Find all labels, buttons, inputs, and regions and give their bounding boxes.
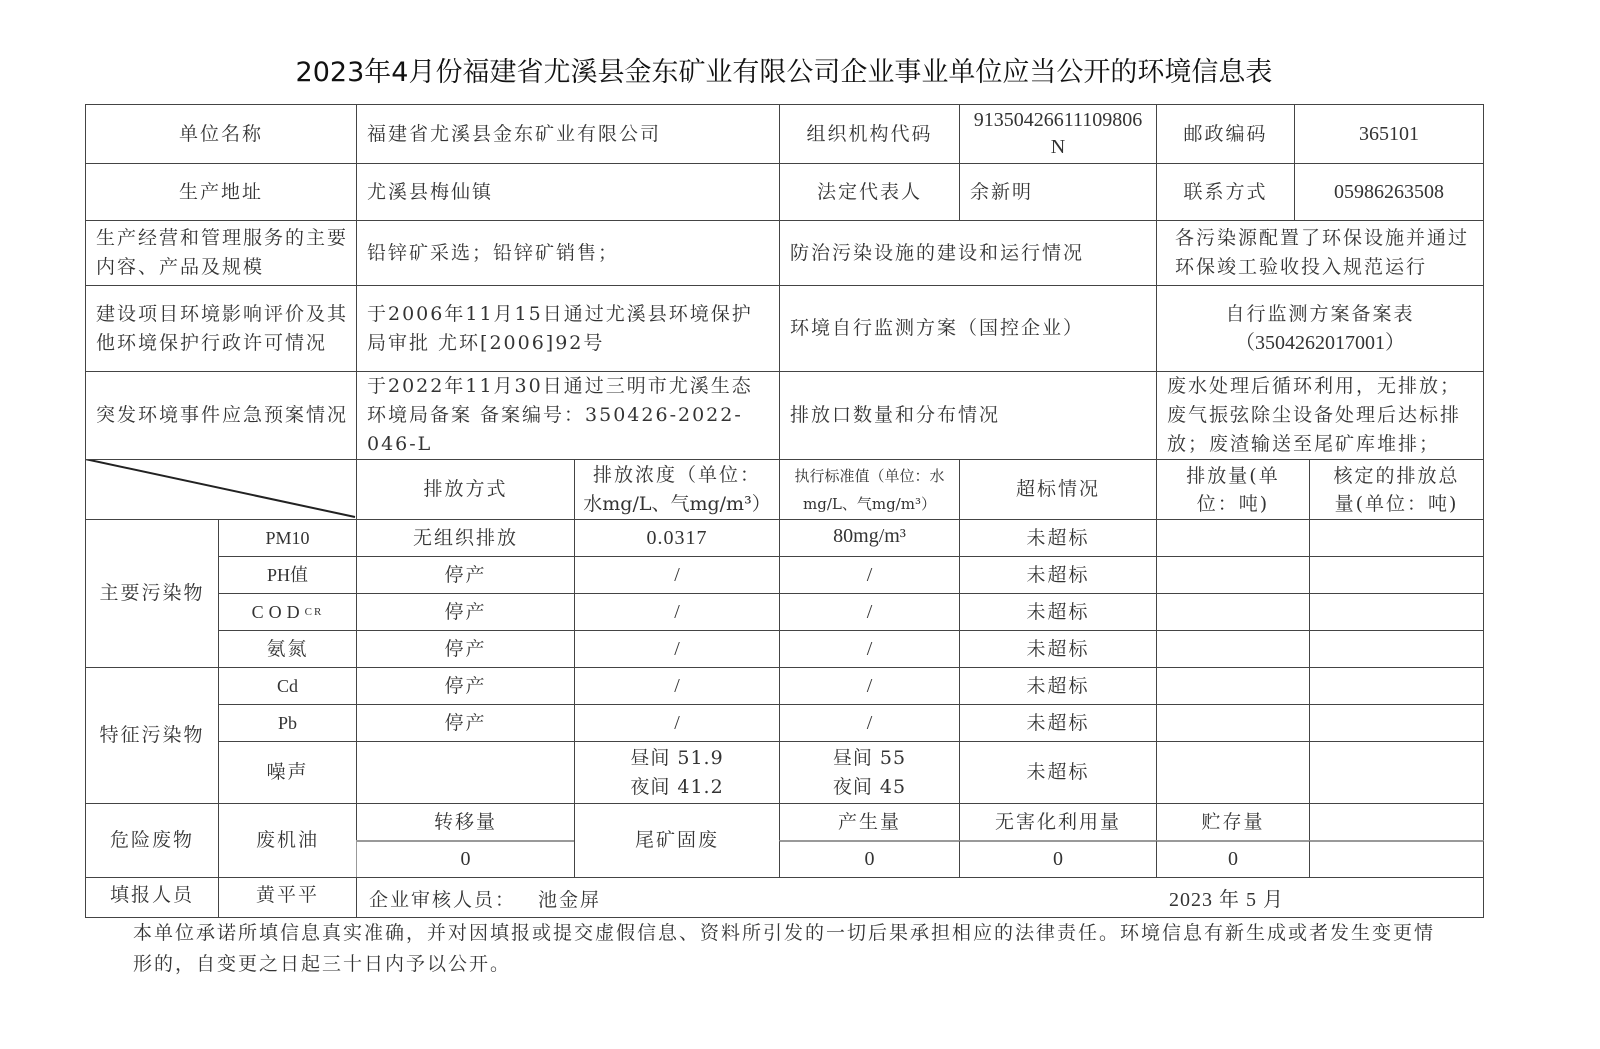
header-concentration <box>574 459 780 520</box>
header-standard-line2: mg/L、气mg/m³） <box>803 494 936 513</box>
header-method: 排放方式 <box>356 459 575 520</box>
header-amount-line2: 位：吨) <box>1196 492 1270 515</box>
pollutant-approved <box>1309 630 1484 668</box>
pollutant-standard: / <box>779 593 960 631</box>
pollutant-name: 噪声 <box>218 741 357 804</box>
diagonal-line <box>85 459 357 520</box>
business-value: 铅锌矿采选；铅锌矿销售； <box>356 220 780 286</box>
monitor-label: 环境自行监测方案（国控企业） <box>779 285 1157 372</box>
storage-value: 0 <box>1156 840 1310 878</box>
hazardous-empty-top <box>1309 803 1484 841</box>
pollutant-standard: / <box>779 556 960 594</box>
pollutant-amount <box>1156 667 1310 705</box>
header-approved-line2: 量(单位：吨) <box>1334 492 1459 515</box>
pollutant-concentration: / <box>574 704 780 742</box>
monitor-value <box>1156 285 1484 372</box>
noise-day-standard: 昼间 55 <box>832 746 907 769</box>
hazardous-label: 危险废物 <box>85 803 219 878</box>
legal-rep-value: 余新明 <box>959 163 1157 221</box>
hazardous-name: 废机油 <box>218 803 357 878</box>
pollutant-exceed: 未超标 <box>959 630 1157 668</box>
group-label-main: 主要污染物 <box>85 519 219 668</box>
pollutant-method: 停产 <box>356 704 575 742</box>
pollutant-approved <box>1309 704 1484 742</box>
filler-value: 黄平平 <box>218 877 357 918</box>
pollutant-concentration: 0.0317 <box>574 519 780 557</box>
pollutant-concentration: / <box>574 630 780 668</box>
produce-label: 产生量 <box>779 803 960 841</box>
reviewer-cell <box>356 877 1484 918</box>
monitor-value-line2: （3504262017001） <box>1235 331 1405 354</box>
pollutant-method: 停产 <box>356 556 575 594</box>
harmless-value: 0 <box>959 840 1157 878</box>
pollutant-method: 无组织排放 <box>356 519 575 557</box>
group-label-characteristic: 特征污染物 <box>85 667 219 804</box>
pollutant-name: Pb <box>218 704 357 742</box>
pollutant-standard: / <box>779 704 960 742</box>
pollutant-amount <box>1156 519 1310 557</box>
pollutant-method <box>356 741 575 804</box>
pollutant-standard: / <box>779 667 960 705</box>
address-value: 尤溪县梅仙镇 <box>356 163 780 221</box>
report-date-value: 2023 年 5 月 <box>1169 889 1284 911</box>
pollutant-exceed: 未超标 <box>959 519 1157 557</box>
outlet-value: 废水处理后循环利用，无排放；废气振弦除尘设备处理后达标排放；废渣输送至尾矿库堆排； <box>1156 371 1484 460</box>
pollutant-approved <box>1309 667 1484 705</box>
header-standard <box>779 459 960 520</box>
pollutant-method: 停产 <box>356 593 575 631</box>
contact-label: 联系方式 <box>1156 163 1295 221</box>
header-amount <box>1156 459 1310 520</box>
header-standard-line1: 执行标准值（单位：水 <box>794 466 945 485</box>
header-approved <box>1309 459 1484 520</box>
page-title: 2023年4月份福建省尤溪县金东矿业有限公司企业事业单位应当公开的环境信息表 <box>295 57 1273 88</box>
unit-name-label: 单位名称 <box>85 104 357 164</box>
hazardous-empty-bottom <box>1309 840 1484 878</box>
legal-rep-label: 法定代表人 <box>779 163 960 221</box>
postal-value: 365101 <box>1294 104 1484 164</box>
pollutant-amount <box>1156 593 1310 631</box>
pollutant-exceed: 未超标 <box>959 741 1157 804</box>
pollutant-exceed: 未超标 <box>959 593 1157 631</box>
org-code-value: 91350426611109806N <box>959 104 1157 164</box>
pollutant-standard: 80mg/m³ <box>779 519 960 557</box>
business-label: 生产经营和管理服务的主要内容、产品及规模 <box>85 220 357 286</box>
facility-value: 各污染源配置了环保设施并通过环保竣工验收投入规范运行 <box>1156 220 1484 286</box>
eia-value: 于2006年11月15日通过尤溪县环境保护局审批 尤环[2006]92号 <box>356 285 780 372</box>
outlet-label: 排放口数量和分布情况 <box>779 371 1157 460</box>
commitment-statement: 本单位承诺所填信息真实准确，并对因填报或提交虚假信息、资料所引发的一切后果承担相应的法律责任。环境信息有新生成或者发生变更情形的，自变更之日起三十日内予以公开。 <box>133 922 1436 975</box>
postal-label: 邮政编码 <box>1156 104 1295 164</box>
pollutant-name <box>218 593 357 631</box>
noise-night-standard: 夜间 45 <box>832 775 907 798</box>
org-code-label: 组织机构代码 <box>779 104 960 164</box>
produce-value: 0 <box>779 840 960 878</box>
header-concentration-line1: 排放浓度（单位： <box>592 463 761 486</box>
pollutant-approved <box>1309 519 1484 557</box>
pollutant-concentration: / <box>574 667 780 705</box>
pollutant-concentration <box>574 741 780 804</box>
harmless-label: 无害化利用量 <box>959 803 1157 841</box>
pollutant-name-main: COD <box>251 601 305 622</box>
transfer-value: 0 <box>356 840 575 878</box>
pollutant-method: 停产 <box>356 630 575 668</box>
pollutant-name-subscript: CR <box>304 605 324 618</box>
noise-night-value: 夜间 41.2 <box>630 775 724 798</box>
emergency-value: 于2022年11月30日通过三明市尤溪生态环境局备案 备案编号：350426-2022-046-L <box>356 371 780 460</box>
header-concentration-line2: 水mg/L、气mg/m³） <box>583 492 771 515</box>
pollutant-amount <box>1156 630 1310 668</box>
header-approved-line1: 核定的排放总 <box>1333 464 1460 487</box>
pollutant-exceed: 未超标 <box>959 556 1157 594</box>
tailing-label: 尾矿固废 <box>574 803 780 878</box>
filler-label: 填报人员 <box>85 877 219 918</box>
storage-label: 贮存量 <box>1156 803 1310 841</box>
pollutant-name: PH值 <box>218 556 357 594</box>
contact-value: 05986263508 <box>1294 163 1484 221</box>
pollutant-standard <box>779 741 960 804</box>
pollutant-exceed: 未超标 <box>959 667 1157 705</box>
reviewer-value: 池金屏 <box>538 889 602 911</box>
pollutant-method: 停产 <box>356 667 575 705</box>
pollutant-standard: / <box>779 630 960 668</box>
transfer-label: 转移量 <box>356 803 575 841</box>
pollutant-approved <box>1309 593 1484 631</box>
pollutant-name: 氨氮 <box>218 630 357 668</box>
header-amount-line1: 排放量(单 <box>1186 464 1280 487</box>
pollutant-approved <box>1309 556 1484 594</box>
diagonal-header-cell <box>85 459 357 520</box>
address-label: 生产地址 <box>85 163 357 221</box>
emergency-label: 突发环境事件应急预案情况 <box>85 371 357 460</box>
pollutant-amount <box>1156 556 1310 594</box>
pollutant-amount <box>1156 741 1310 804</box>
pollutant-name: Cd <box>218 667 357 705</box>
pollutant-amount <box>1156 704 1310 742</box>
pollutant-concentration: / <box>574 593 780 631</box>
pollutant-concentration: / <box>574 556 780 594</box>
pollutant-exceed: 未超标 <box>959 704 1157 742</box>
facility-label: 防治污染设施的建设和运行情况 <box>779 220 1157 286</box>
header-exceed: 超标情况 <box>959 459 1157 520</box>
eia-label: 建设项目环境影响评价及其他环境保护行政许可情况 <box>85 285 357 372</box>
pollutant-name: PM10 <box>218 519 357 557</box>
reviewer-label: 企业审核人员： <box>369 889 517 911</box>
monitor-value-line1: 自行监测方案备案表 <box>1225 302 1415 325</box>
unit-name-value: 福建省尤溪县金东矿业有限公司 <box>356 104 780 164</box>
noise-day-value: 昼间 51.9 <box>630 746 724 769</box>
pollutant-approved <box>1309 741 1484 804</box>
